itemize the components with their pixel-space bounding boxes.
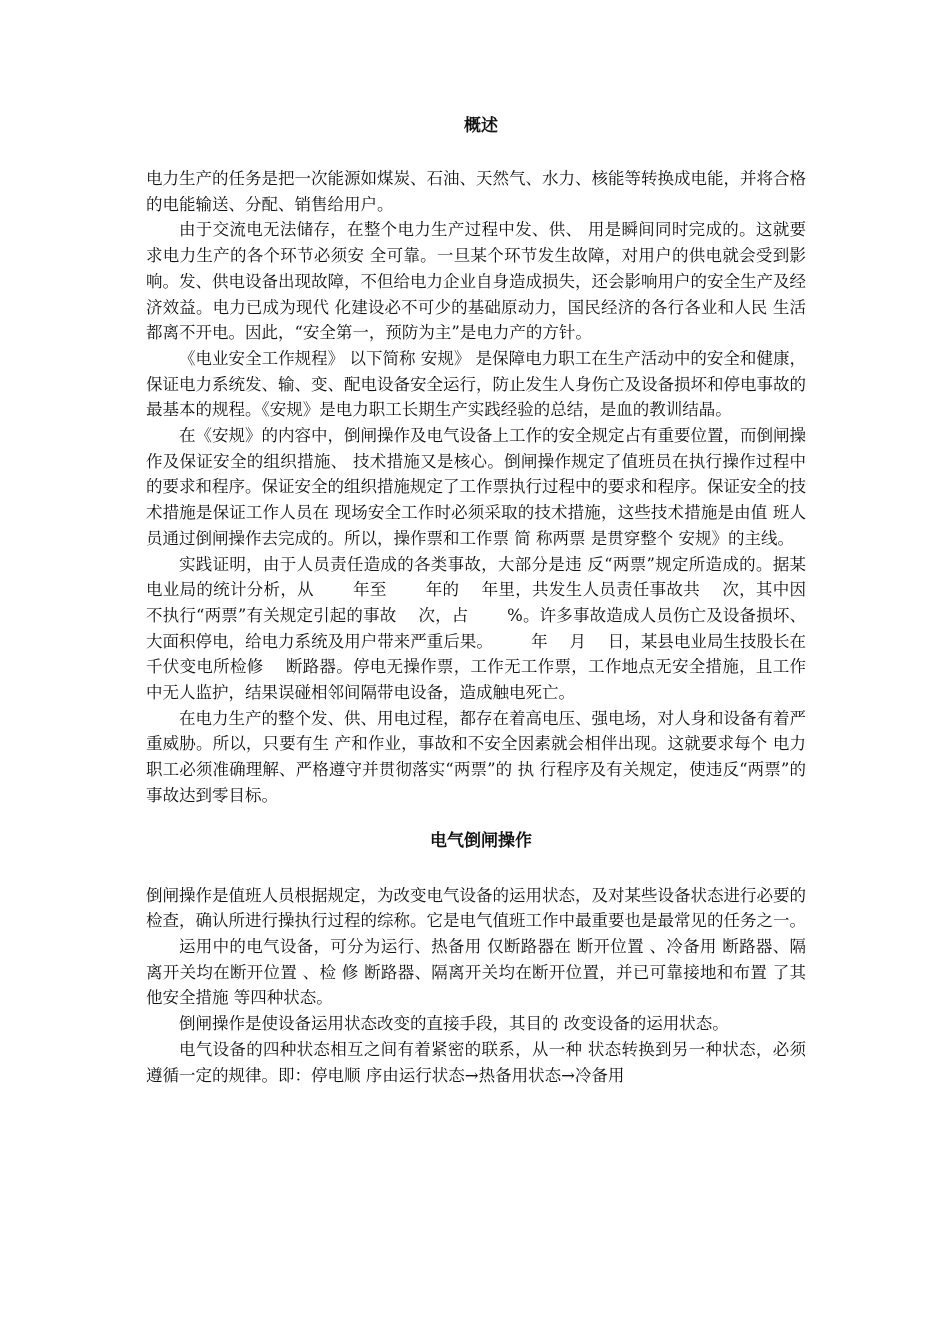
paragraph: 在《安规》的内容中，倒闸操作及电气设备上工作的安全规定占有重要位置，而倒闸操作及保证安全的组织措施、 技术措施又是核心。倒闸操作规定了值班员在执行操作过程中的要求和程序。保证安全的组织措施规定了工作票执行过程中的要求和程序。保证安全的技术措施是保证工作人员在 现场安全工作时必须采取的技术措施，这些技术措施是由值 班人员通过倒闸操作去完成的。所以，操作票和工作票 简 称两票 是贯穿整个 安规》的主线。	[146, 426, 806, 548]
paragraph: 实践证明，由于人员责任造成的各类事故，大部分是违 反“两票”规定所造成的。据某电业局的统计分析，从 年至 年的 年里，共发生人员责任事故共 次，其中因不执行“两票”有关规定引起的事故 次，占 %。许多事故造成人员伤亡及设备损坏、大面积停电，给电力系统及用户带来严重后果。 年 月 日，某县电业局生技股长在 千伏变电所检修 断路器。停电无操作票，工作无工作票，工作地点无安全措施，且工作中无人监护，结果误碰相邻间隔带电设备，造成触电死亡。	[146, 554, 828, 703]
paragraph: 在电力生产的整个发、供、用电过程，都存在着高电压、强电场，对人身和设备有着严重威胁。所以，只要有生 产和作业，事故和不安全因素就会相伴出现。这就要求每个 电力职工必须准确理解、严格遵守并贯彻落实“两票”的 执 行程序及有关规定，使违反“两票”的事故达到零目标。	[146, 708, 806, 805]
paragraph: 电力生产的任务是把一次能源如煤炭、石油、天然气、水力、核能等转换成电能，并将合格的电能输送、分配、销售给用户。	[146, 169, 806, 214]
spacer	[146, 855, 806, 883]
section-title-switching: 电气倒闸操作	[430, 830, 532, 851]
section-title-overview: 概述	[464, 116, 498, 136]
paragraph: 倒闸操作是值班人员根据规定，为改变电气设备的运用状态，及对某些设备状态进行必要的检查，确认所进行操执行过程的综称。它是电气值班工作中最重要也是最常见的任务之一。	[146, 885, 806, 931]
paragraph: 倒闸操作是使设备运用状态改变的直接手段，其目的 改变设备的运用状态。	[179, 1014, 729, 1034]
paragraph: 电气设备的四种状态相互之间有着紧密的联系，从一种 状态转换到另一种状态，必须遵循一定的规律。即：停电顺 序由运行状态→热备用状态→冷备用	[146, 1039, 806, 1085]
spacer	[146, 809, 806, 827]
spacer	[146, 140, 806, 166]
document-page	[146, 112, 828, 1088]
paragraph: 运用中的电气设备，可分为运行、热备用 仅断路器在 断开位置 、冷备用 断路器、隔离开关均在断开位置 、检 修 断路器、隔离开关均在断开位置，并已可靠接地和布置 了其他安全措施 等四种状态。	[146, 936, 806, 1008]
paragraph: 《电业安全工作规程》 以下简称 安规》 是保障电力职工在生产活动中的安全和健康，保证电力系统发、输、变、配电设备安全运行，防止发生人身伤亡及设备损坏和停电事故的最基本的规程。《安规》是电力职工长期生产实践经验的总结，是血的教训结晶。	[146, 348, 806, 420]
paragraph: 由于交流电无法储存，在整个电力生产过程中发、供、 用是瞬间同时完成的。这就要求电力生产的各个环节必须安 全可靠。一旦某个环节发生故障，对用户的供电就会受到影 响。发、供电设备出现故障，不但给电力企业自身造成损失，还会影响用户的安全生产及经济效益。电力已成为现代 化建设必不可少的基础原动力，国民经济的各行各业和人民 生活都离不开电。因此，“安全第一，预防为主”是电力产的方针。	[146, 220, 812, 343]
